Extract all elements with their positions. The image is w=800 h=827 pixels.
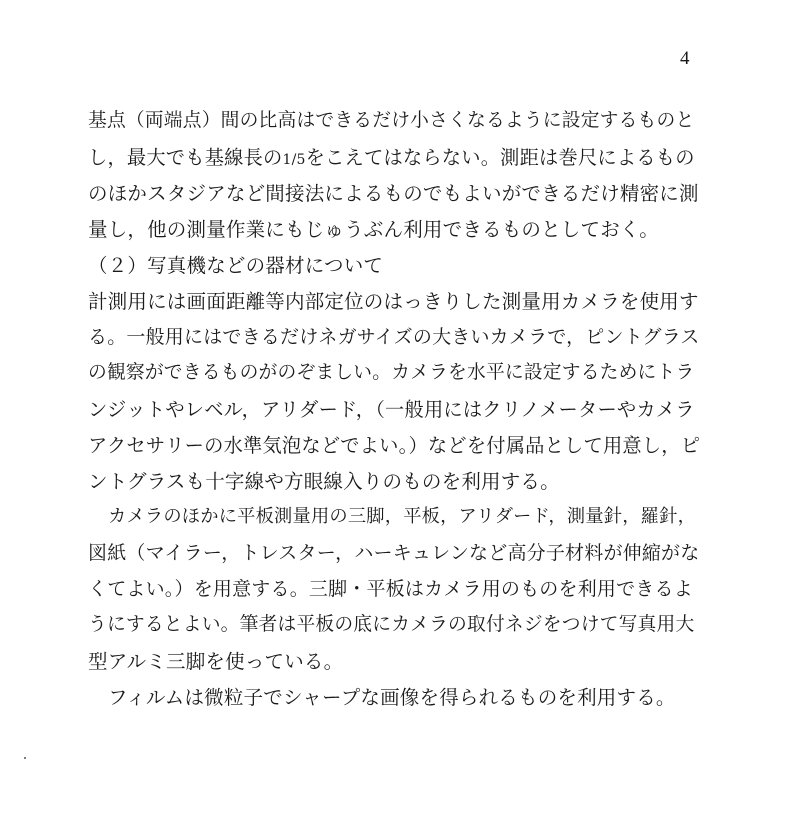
page-number: 4 bbox=[680, 48, 690, 69]
text-line: 図紙（マイラー，トレスター，ハーキュレンなど高分子材料が伸縮がな bbox=[88, 542, 700, 564]
text-segment: し，最大でも基線長の bbox=[88, 146, 283, 169]
scan-speck bbox=[24, 757, 26, 759]
paragraph-start: フィルムは微粒子でシャープな画像を得られるものを利用する。 bbox=[108, 686, 676, 709]
text-line: くてよい。）を用意する。三脚・平板はカメラ用のものを利用できるよ bbox=[88, 578, 693, 600]
text-line: 計測用には画面距離等内部定位のはっきりした測量用カメラを使用す bbox=[88, 290, 699, 313]
paragraph-start: カメラのほかに平板測量用の三脚，平板，アリダード，測量針，羅針， bbox=[108, 506, 697, 527]
text-line: 量し，他の測量作業にもじゅうぶん利用できるものとしておく。 bbox=[88, 218, 659, 241]
text-line: 型アルミ三脚を使っている。 bbox=[88, 650, 344, 673]
section-heading: （２）写真機などの器材について bbox=[88, 254, 384, 277]
text-line bbox=[88, 148, 695, 167]
text-line: る。一般用にはできるだけネガサイズの大きいカメラで，ピントグラス bbox=[88, 326, 700, 348]
text-line: の観察ができるものがのぞましい。カメラを水平に設定するためにトラ bbox=[88, 362, 695, 383]
text-line: のほかスタジアなど間接法によるものでもよいができるだけ精密に測 bbox=[88, 182, 699, 205]
text-line: ンジットやレベル，アリダード，（一般用にはクリノメーターやカメラ bbox=[88, 398, 695, 421]
text-segment: をこえてはならない。測距は巻尺によるもの bbox=[305, 146, 695, 169]
fraction: 1/5 bbox=[282, 152, 306, 168]
text-line: 基点（両端点）間の比高はできるだけ小さくなるように設定するものと bbox=[88, 110, 695, 131]
text-line: ントグラスも十字線や方眼線入りのものを利用する。 bbox=[88, 470, 560, 493]
text-line: アクセサリーの水準気泡などでよい。）などを付属品として用意し，ピ bbox=[88, 434, 701, 457]
text-line: うにするとよい。筆者は平板の底にカメラの取付ネジをつけて写真用大 bbox=[88, 614, 695, 635]
